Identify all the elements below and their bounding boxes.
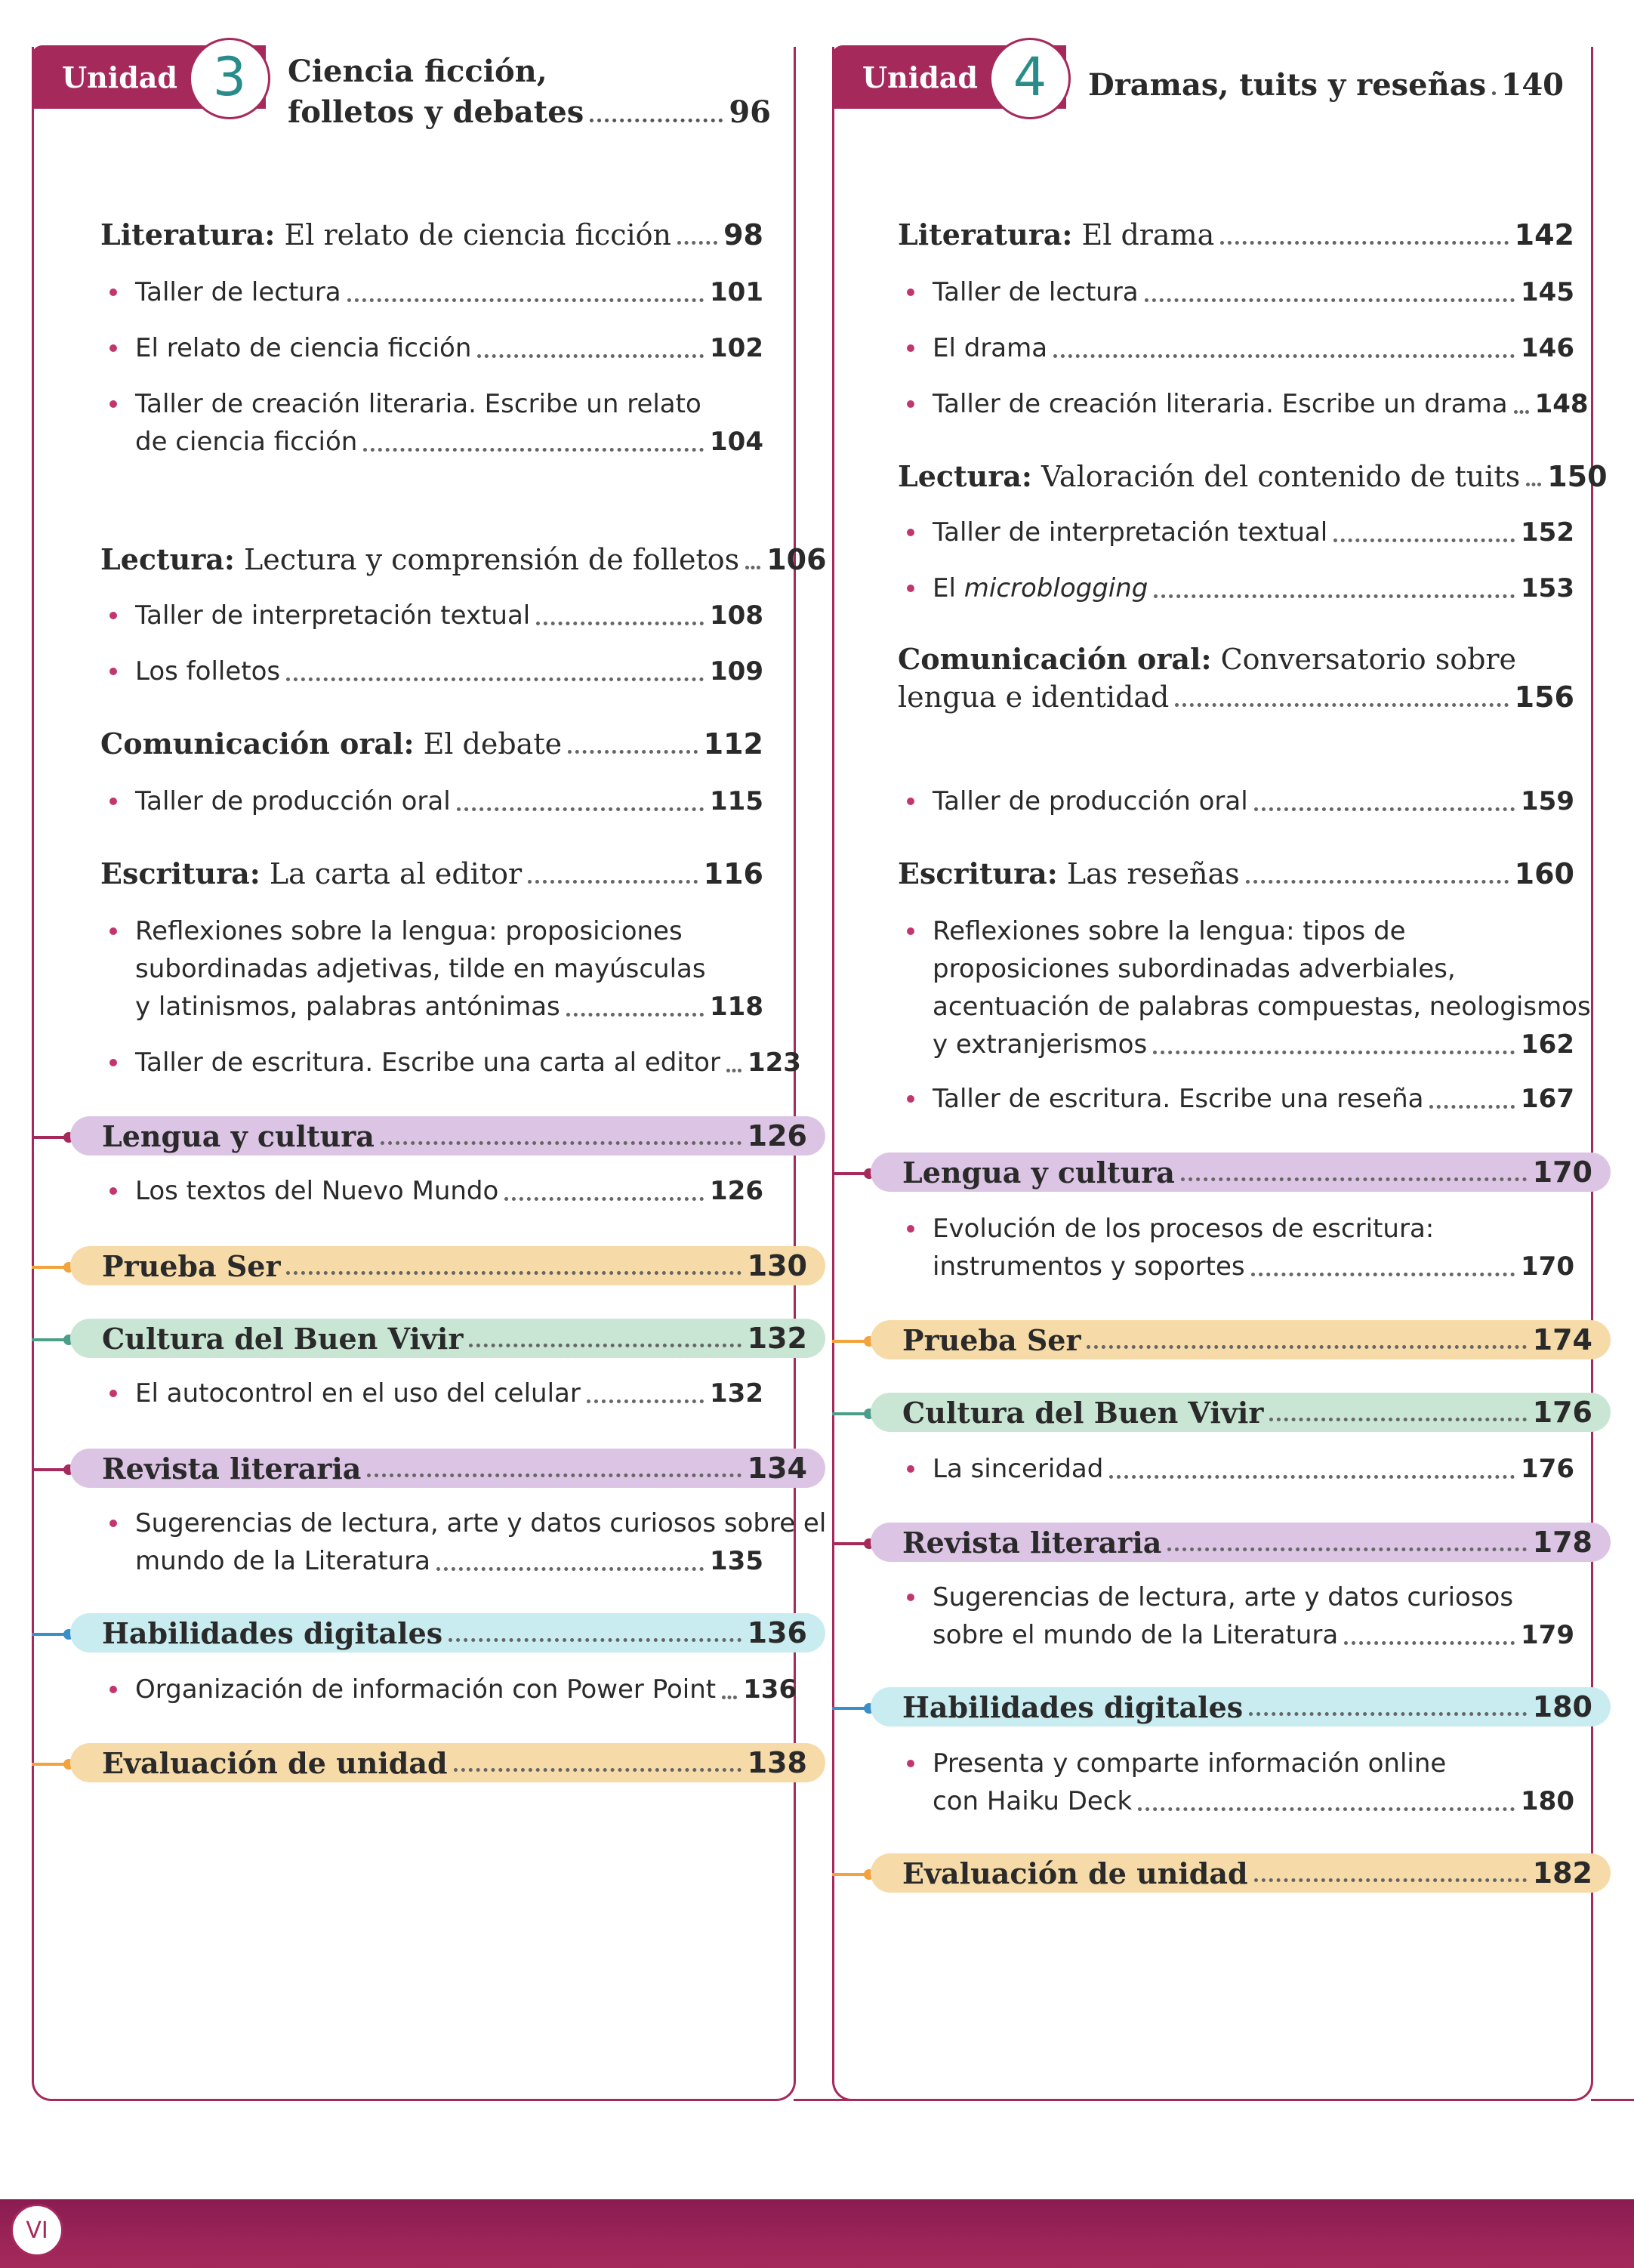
toc-item[interactable]: Taller de escritura. Escribe una reseña 167 (933, 1080, 1574, 1118)
unit-4-panel (832, 46, 1608, 2101)
toc-bar-habilidades-digitales[interactable]: Habilidades digitales 180 (871, 1687, 1611, 1726)
toc-item[interactable]: Taller de lectura 145 (933, 273, 1574, 311)
toc-item[interactable]: El relato de ciencia ficción 102 (135, 329, 763, 367)
toc-section[interactable]: Literatura: El relato de ciencia ficción 98 (100, 218, 763, 251)
toc-item[interactable]: Reflexiones sobre la lengua: proposiciones subordinadas adjetivas, tilde en mayúsculas y latinismos, palabras antónimas 118 (135, 912, 763, 1026)
unit-title[interactable] (1088, 65, 1564, 106)
toc-item[interactable]: Taller de producción oral 159 (933, 782, 1574, 820)
toc-item[interactable]: Taller de interpretación textual 152 (933, 514, 1574, 551)
toc-item[interactable]: El drama 146 (933, 329, 1574, 367)
connector-dot (832, 1412, 871, 1415)
toc-item[interactable]: Taller de producción oral 115 (135, 782, 763, 820)
connector-dot (832, 1542, 871, 1545)
connector-dot (832, 1707, 871, 1710)
toc-item[interactable]: Evolución de los procesos de escritura: instrumentos y soportes 170 (933, 1210, 1574, 1285)
toc-item[interactable]: La sinceridad 176 (933, 1450, 1574, 1488)
toc-bar-revista-literaria[interactable]: Revista literaria 178 (871, 1523, 1611, 1562)
unit-number: 4 (1013, 46, 1047, 108)
connector-dot (32, 1468, 71, 1471)
connector-dot (32, 1136, 71, 1139)
toc-bar-revista-literaria[interactable]: Revista literaria 134 (70, 1449, 825, 1488)
toc-bar-prueba-ser[interactable]: Prueba Ser 130 (70, 1246, 825, 1285)
toc-section[interactable]: Escritura: La carta al editor 116 (100, 856, 763, 890)
toc-bar-buen-vivir[interactable]: Cultura del Buen Vivir 132 (70, 1319, 825, 1358)
toc-section[interactable]: Lectura: Valoración del contenido de tuits 150 (898, 459, 1608, 493)
toc-section[interactable]: Escritura: Las reseñas 160 (898, 856, 1574, 890)
toc-section[interactable]: Lectura: Lectura y comprensión de folletos 106 (100, 542, 827, 576)
connector-dot (32, 1338, 71, 1341)
connector-dot (832, 1873, 871, 1876)
toc-item[interactable]: El microblogging 153 (933, 569, 1574, 607)
toc-bar-evaluacion[interactable]: Evaluación de unidad 138 (70, 1743, 825, 1782)
page-number: VI (11, 2204, 63, 2257)
unit-label: Unidad (862, 60, 978, 94)
unit-title-text: Dramas, tuits y reseñas (1088, 67, 1487, 103)
unit-number-badge (189, 38, 270, 119)
unit-title-line1: Ciencia ficción, (288, 54, 547, 89)
unit-number-badge (989, 38, 1071, 119)
toc-bar-lengua-cultura[interactable]: Lengua y cultura 126 (70, 1116, 825, 1156)
toc-bar-habilidades-digitales[interactable]: Habilidades digitales 136 (70, 1613, 825, 1652)
connector-dot (32, 1633, 71, 1636)
toc-item[interactable]: Sugerencias de lectura, arte y datos curiosos sobre el mundo de la Literatura 135 (135, 1504, 763, 1580)
toc-bar-lengua-cultura[interactable]: Lengua y cultura 170 (871, 1153, 1611, 1192)
unit-number: 3 (212, 46, 247, 108)
connector-dot (32, 1763, 71, 1766)
connector-dot (832, 1340, 871, 1343)
connector-dot (832, 1172, 871, 1175)
unit-title-line2: folletos y debates (288, 94, 584, 130)
unit-3-panel (32, 46, 827, 2101)
toc-item[interactable]: Taller de creación literaria. Escribe un relato de ciencia ficción 104 (135, 385, 763, 461)
unit-title-page: 140 (1500, 67, 1564, 103)
toc-bar-buen-vivir[interactable]: Cultura del Buen Vivir 176 (871, 1393, 1611, 1432)
connector-dot (32, 1266, 71, 1269)
toc-item[interactable]: Presenta y comparte información online con Haiku Deck 180 (933, 1745, 1574, 1820)
unit-title-page: 96 (729, 94, 771, 130)
toc-item[interactable]: Los textos del Nuevo Mundo 126 (135, 1172, 763, 1210)
toc-bar-prueba-ser[interactable]: Prueba Ser 174 (871, 1320, 1611, 1359)
toc-section[interactable]: Comunicación oral: El debate 112 (100, 727, 763, 761)
footer-band (0, 2199, 1634, 2268)
toc-bar-evaluacion[interactable]: Evaluación de unidad 182 (871, 1853, 1611, 1893)
toc-item[interactable]: Reflexiones sobre la lengua: tipos de proposiciones subordinadas adverbiales, acentuación de palabras compuestas, neologismos y extranjerismos 162 (933, 912, 1574, 1063)
toc-item[interactable]: El autocontrol en el uso del celular 132 (135, 1375, 763, 1412)
toc-item[interactable]: Sugerencias de lectura, arte y datos curiosos sobre el mundo de la Literatura 179 (933, 1578, 1574, 1654)
toc-item[interactable]: Taller de interpretación textual 108 (135, 597, 763, 634)
toc-item[interactable]: Taller de escritura. Escribe una carta al editor 123 (135, 1044, 763, 1082)
unit-title[interactable] (288, 51, 771, 133)
toc-item[interactable]: Taller de creación literaria. Escribe un drama 148 (933, 385, 1574, 423)
toc-item[interactable]: Organización de información con Power Point 136 (135, 1671, 763, 1708)
toc-section[interactable]: Literatura: El drama 142 (898, 218, 1574, 251)
toc-item[interactable]: Taller de lectura 101 (135, 273, 763, 311)
toc-item[interactable]: Los folletos 109 (135, 653, 763, 690)
unit-label: Unidad (62, 60, 177, 94)
toc-section[interactable]: Comunicación oral: Conversatorio sobre lengua e identidad 156 (898, 642, 1574, 714)
